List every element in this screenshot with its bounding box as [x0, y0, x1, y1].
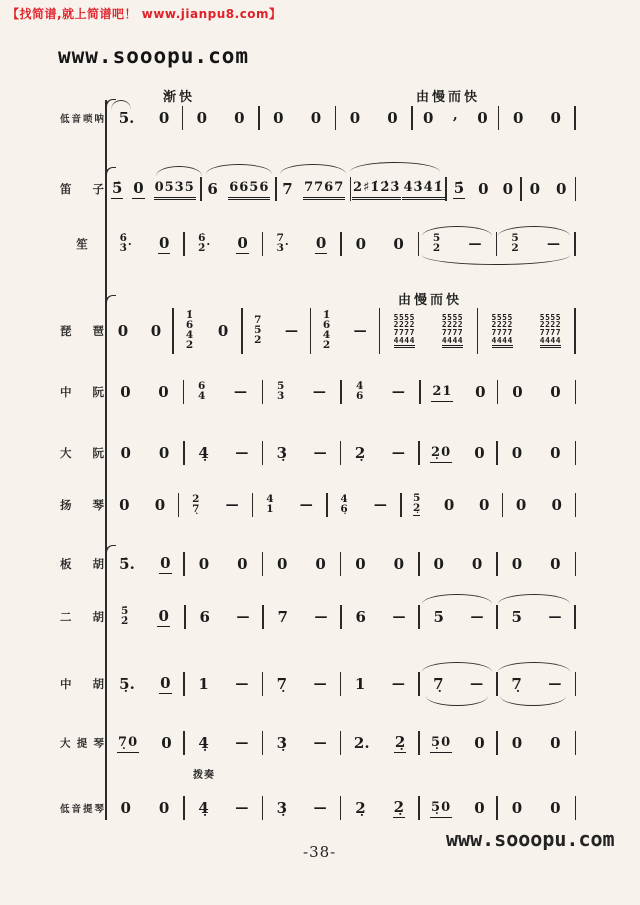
rest-note: 0: [158, 108, 170, 127]
rest-note: 0: [276, 554, 288, 573]
measure: [499, 103, 574, 133]
measure: [264, 599, 341, 635]
measure: [420, 599, 497, 635]
instrument-label: 二 胡: [60, 610, 104, 624]
sooopu-watermark-bottom: www.sooopu.com: [446, 827, 615, 851]
rest-note: 0: [120, 798, 131, 817]
staff-row-4: [60, 298, 576, 364]
held-note-dash: —: [236, 609, 250, 625]
measure: [260, 103, 335, 133]
note: 6: [207, 179, 218, 198]
rest-note: 0: [158, 606, 169, 625]
rest-note: 0: [217, 321, 229, 340]
rest-note: 0: [161, 733, 172, 752]
instrument-label: 低 音 提 琴: [60, 804, 104, 815]
rest-note: 0: [529, 179, 540, 198]
chord-stack: [340, 495, 347, 515]
rest-note: 0: [551, 495, 562, 514]
instrument-label: 笛 子: [60, 182, 104, 196]
page-number: -38-: [303, 843, 337, 861]
measure: [263, 725, 340, 761]
note: 2.: [353, 733, 370, 752]
measure: [341, 790, 418, 826]
note: 5̇.: [119, 554, 135, 573]
rest-note: 0: [237, 233, 248, 252]
held-note-dash: —: [225, 497, 239, 513]
rest-note: 0: [478, 179, 489, 198]
held-note-dash: —: [312, 384, 326, 400]
note: 4̣: [198, 733, 209, 752]
rest-note: 0: [393, 554, 405, 573]
rest-note: 0: [393, 234, 404, 253]
rest-note: 0: [422, 108, 434, 127]
rest-note: 0: [315, 233, 327, 252]
measure: [420, 436, 497, 470]
held-note-dash: —: [470, 609, 484, 625]
measure: [341, 549, 418, 579]
chord-stack: [356, 382, 363, 402]
measure: [311, 298, 378, 364]
staff-row-12: [60, 790, 576, 826]
rest-note: 0: [512, 108, 524, 127]
rest-note: 0: [502, 179, 514, 198]
beamed-note-group: 7767: [303, 179, 345, 200]
rest-note: 0: [474, 733, 485, 752]
chord-notes: 1̇ 6 4 2: [322, 309, 331, 351]
note: 1: [354, 674, 366, 693]
rest-note: 0: [150, 321, 162, 340]
rest-note: 0: [158, 443, 170, 462]
rest-note: 0: [158, 798, 170, 817]
measure: [185, 790, 262, 826]
rest-note: 0: [511, 554, 523, 573]
rest-note: 0: [511, 733, 523, 752]
note: 2̣: [354, 443, 366, 462]
rest-note: 0: [273, 108, 284, 127]
rest-note: 0: [117, 321, 129, 340]
held-note-dash: —: [392, 609, 406, 625]
rest-note: 0: [349, 108, 361, 127]
measure: [263, 226, 340, 262]
chord-notes: 4̇ 6: [356, 380, 364, 402]
held-note-dash: —: [391, 445, 405, 461]
sooopu-watermark-top: www.sooopu.com: [58, 44, 250, 68]
held-note-dash: —: [313, 676, 327, 692]
measure: [263, 549, 340, 579]
beamed-note-group: 7̣0: [117, 734, 139, 753]
chord-notes: 6 4: [198, 380, 206, 402]
chord-stack: [266, 495, 273, 515]
beamed-note-group: 0535: [154, 179, 196, 200]
measure: [263, 436, 340, 470]
chord-notes: 4 1: [266, 493, 274, 515]
held-note-dash: —: [548, 676, 562, 692]
measure: [107, 226, 184, 262]
measure: [185, 667, 262, 701]
held-note-dash: —: [547, 236, 561, 252]
rest-note: 0: [120, 443, 131, 462]
beamed-note-group: 21: [431, 383, 453, 402]
measure: [420, 790, 497, 826]
measure: [342, 226, 418, 262]
note: 3̣: [276, 798, 288, 817]
barline: [575, 552, 577, 576]
rest-note: 0: [475, 382, 486, 401]
note: 2̣: [355, 798, 366, 817]
note: 5: [433, 607, 444, 626]
measure: [478, 298, 574, 364]
chord-stack: [198, 382, 205, 402]
rest-note: 0: [433, 554, 444, 573]
rest-note: 0: [550, 554, 561, 573]
rest-note: 0: [160, 673, 171, 692]
music-line: [105, 103, 576, 133]
barline: [575, 796, 577, 820]
rest-note: 0: [443, 495, 455, 514]
rest-note: 0: [550, 108, 561, 127]
measure: [498, 725, 575, 761]
note: 6: [199, 607, 210, 626]
measure: [185, 436, 262, 470]
held-note-dash: —: [353, 323, 367, 339]
rest-note: 0: [471, 554, 483, 573]
measure: [107, 549, 184, 579]
music-line: [105, 298, 576, 364]
measure: [184, 374, 261, 410]
measure: [498, 790, 575, 826]
measure: [342, 599, 419, 635]
rest-note: 0: [550, 382, 561, 401]
measure: [107, 667, 184, 701]
barline: [575, 493, 577, 517]
held-note-dash: —: [284, 323, 298, 339]
measure: [498, 374, 574, 410]
instrument-label: 中 胡: [60, 677, 104, 691]
held-note-dash: —: [391, 384, 405, 400]
chord-stack: [277, 234, 289, 254]
instrument-label: 大 提 琴: [60, 737, 104, 750]
tremolo-chord-block: 5555 2222 7777 4444: [394, 314, 415, 348]
rest-note: 0: [550, 733, 561, 752]
music-line: [105, 436, 576, 470]
note: 5: [511, 607, 522, 626]
chord-stack: [323, 311, 330, 350]
rest-note: 0: [196, 108, 208, 127]
held-note-dash: —: [468, 236, 482, 252]
note: 3̣: [276, 443, 288, 462]
music-line: [105, 790, 576, 826]
rest-note: 0: [158, 382, 169, 401]
chord-stack: [186, 311, 193, 350]
rest-note: 0: [556, 179, 567, 198]
measure: [380, 298, 476, 364]
measure: [243, 298, 310, 364]
chord-stack: [433, 234, 440, 254]
music-line: [105, 549, 576, 579]
note: 5̇: [453, 178, 465, 197]
pizzicato-mark: 拨奏: [193, 770, 215, 781]
note: 2̣: [394, 732, 406, 751]
chord-stack: [192, 495, 199, 515]
staff-row-10: [60, 667, 576, 701]
staff-row-11: [60, 725, 576, 761]
music-line: [105, 599, 576, 635]
measure: [277, 172, 350, 206]
measure: [185, 226, 262, 262]
rest-note: 0: [511, 443, 523, 462]
measure: [107, 172, 201, 206]
measure: [498, 599, 575, 635]
held-note-dash: —: [391, 676, 405, 692]
chord-stack: [254, 316, 261, 345]
measure: [420, 725, 497, 761]
tremolo-chord-block: 5555 2222 7777 4444: [442, 314, 463, 348]
chord-notes: 4 6̣: [340, 493, 348, 515]
chord-notes: 5̇ 2̇: [121, 605, 129, 627]
chord-stack: [277, 382, 284, 402]
measure: [185, 549, 262, 579]
measure: [107, 487, 178, 523]
held-note-dash: —: [235, 735, 249, 751]
chord-notes: 6̇ 2̇: [198, 232, 206, 254]
tempo-mark-jiankuai: 渐快: [163, 90, 196, 105]
note: 7̣: [276, 674, 288, 693]
held-note-dash: —: [235, 676, 249, 692]
measure: [413, 103, 498, 133]
beamed-note-group: 2̣0: [430, 444, 452, 463]
held-note-dash: —: [235, 445, 249, 461]
barline: [574, 605, 576, 629]
staff-row-2: [60, 172, 576, 206]
measure: [179, 487, 252, 523]
chord-notes: 1̇ 6 4 2: [185, 309, 194, 351]
instrument-label: 扬 琴: [60, 498, 104, 512]
rest-note: 0: [512, 382, 523, 401]
held-note-dash: —: [313, 800, 327, 816]
instrument-label: 大 阮: [60, 446, 104, 460]
measure: [328, 487, 401, 523]
rest-note: 0: [478, 495, 490, 514]
measure: [202, 172, 275, 206]
measure: [351, 172, 445, 206]
music-line: [105, 487, 576, 523]
beamed-note-group: 5̣0: [430, 734, 452, 753]
beamed-note-group: 6656: [228, 179, 270, 200]
measure: [503, 487, 574, 523]
beamed-note-group: 4̇3̇4̇1̇: [402, 179, 444, 200]
measure: [107, 436, 184, 470]
measure: [336, 103, 411, 133]
measure: [420, 549, 497, 579]
rest-note: 0: [133, 178, 144, 197]
note: 7: [277, 607, 288, 626]
rest-note: 0: [474, 443, 485, 462]
chord-notes: 5 2: [511, 232, 519, 254]
chord-stack: [511, 234, 518, 254]
tempo-mark-slow-to-fast-top: 由慢而快: [416, 90, 481, 105]
note: 4̣: [198, 443, 209, 462]
chord-notes: 7 5 2: [254, 314, 262, 346]
rest-note: 0: [158, 233, 170, 252]
staff-row-6: [60, 436, 576, 470]
chord-stack: [413, 494, 420, 516]
barline: [575, 731, 577, 755]
measure: [342, 374, 419, 410]
augmentation-dot: ·: [127, 237, 132, 251]
measure: [186, 599, 263, 635]
rest-note: 0: [160, 553, 171, 572]
rest-note: 0: [550, 798, 561, 817]
note: 4̣: [198, 798, 209, 817]
measure: [107, 599, 185, 635]
augmentation-dot: ·: [206, 237, 211, 251]
chord-stack: [198, 234, 210, 254]
music-line: [105, 172, 576, 206]
chord-notes: 2 7̣: [192, 493, 200, 515]
rest-note: 0: [237, 554, 248, 573]
held-note-dash: —: [313, 735, 327, 751]
staff-row-7: [60, 487, 576, 523]
barline: [575, 380, 577, 404]
held-note-dash: —: [299, 497, 313, 513]
rest-note: 0: [120, 382, 131, 401]
note: 3̣: [276, 733, 288, 752]
music-line: [105, 725, 576, 761]
rest-note: 0: [550, 443, 561, 462]
staff-row-1: [60, 103, 576, 133]
chord-notes: 6̇ 3̇: [119, 232, 127, 254]
chord-stack: [120, 234, 132, 254]
music-line: [105, 374, 576, 410]
note: 7̣: [433, 674, 444, 693]
instrument-label: 笙: [76, 237, 88, 251]
note: 7: [282, 179, 293, 198]
jianpu8-red-banner: 【找简谱,就上简谱吧！ www.jianpu8.com】: [7, 7, 282, 21]
measure: [174, 298, 241, 364]
rest-note: 0: [119, 495, 130, 514]
rest-note: 0: [355, 554, 366, 573]
barline: [574, 308, 576, 354]
measure: [421, 374, 497, 410]
augmentation-dot: ·: [284, 237, 289, 251]
note: 2̣: [393, 797, 405, 816]
chord-stack: [121, 607, 128, 627]
measure: [263, 790, 340, 826]
measure: [185, 725, 262, 761]
measure: [107, 725, 184, 761]
instrument-label: 琵 琶: [60, 324, 104, 338]
staff-row-5: [60, 374, 576, 410]
rest-note: 0: [310, 108, 322, 127]
measure: [341, 667, 418, 701]
beamed-note-group: 2♯1̇2̇3̇: [352, 179, 401, 200]
rest-note: 0: [515, 495, 527, 514]
held-note-dash: —: [548, 609, 562, 625]
note: 5̇: [111, 178, 123, 197]
measure: [107, 374, 183, 410]
chord-notes: 5 2̣: [412, 492, 421, 514]
held-note-dash: —: [314, 609, 328, 625]
measure: [263, 667, 340, 701]
rest-note: 0: [355, 234, 367, 253]
chord-notes: 7 3: [276, 232, 284, 254]
note: 1: [198, 674, 209, 693]
rest-note: 0: [387, 108, 398, 127]
measure: [341, 436, 418, 470]
held-note-dash: —: [373, 497, 387, 513]
note: 6: [355, 607, 366, 626]
note: 7̣: [511, 674, 522, 693]
tempo-mark-slow-to-fast-mid: 由慢而快: [398, 293, 463, 308]
held-note-dash: —: [235, 800, 249, 816]
held-note-dash: —: [313, 445, 327, 461]
barline: [574, 106, 576, 130]
rest-note: 0: [511, 798, 523, 817]
held-note-dash: —: [470, 676, 484, 692]
rest-note: 0: [234, 108, 245, 127]
barline: [574, 232, 576, 256]
instrument-label: 低 音 唢 呐: [60, 114, 104, 125]
chord-notes: 5 3: [277, 380, 285, 402]
measure: [253, 487, 326, 523]
barline: [575, 672, 577, 696]
rest-note: 0: [315, 554, 326, 573]
instrument-label: 板 胡: [60, 557, 104, 571]
measure: [447, 172, 520, 206]
measure: [107, 790, 184, 826]
barline: [575, 441, 577, 465]
measure: [402, 487, 502, 523]
tremolo-chord-block: 5555 2222 7777 4444: [492, 314, 513, 348]
measure: [107, 298, 173, 364]
breath-mark: ,: [452, 107, 458, 123]
note: 5.: [118, 108, 135, 127]
rest-note: 0: [477, 108, 488, 127]
beamed-note-group: 5̣0: [430, 799, 452, 818]
measure: [522, 172, 575, 206]
rest-note: 0: [154, 495, 166, 514]
staff-row-8: [60, 549, 576, 579]
staff-row-9: [60, 599, 576, 635]
measure: [183, 103, 258, 133]
instrument-label: 中 阮: [60, 385, 104, 399]
measure: [263, 374, 340, 410]
measure: [498, 436, 575, 470]
measure: [498, 549, 575, 579]
rest-note: 0: [198, 554, 210, 573]
tremolo-chord-block: 5555 2222 7777 4444: [540, 314, 561, 348]
measure: [341, 725, 418, 761]
barline: [575, 177, 577, 201]
note: 5̣.: [119, 674, 135, 693]
rest-note: 0: [474, 798, 485, 817]
chord-notes: 5 2: [432, 232, 441, 254]
held-note-dash: —: [233, 384, 247, 400]
